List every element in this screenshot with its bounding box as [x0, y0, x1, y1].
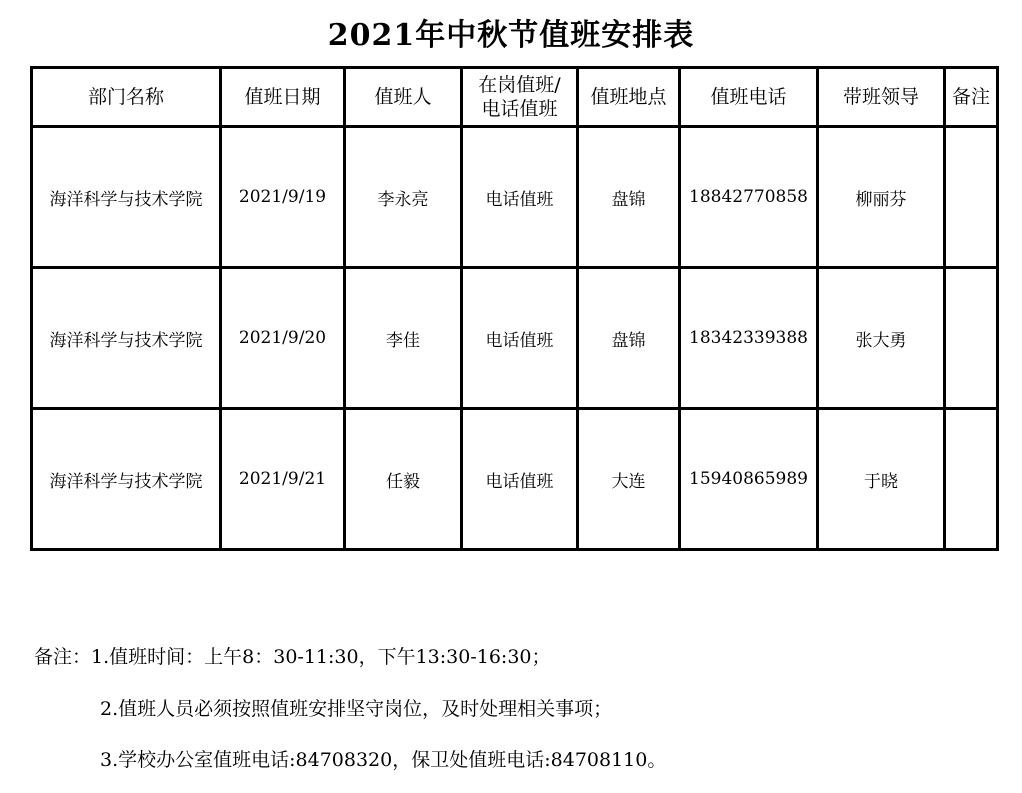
notes-label: 备注： [34, 646, 92, 668]
note-line-1 [34, 642, 551, 669]
header-person: 值班人 [345, 68, 462, 127]
cell-department: 海洋科学与技术学院 [32, 409, 221, 550]
table-header-row [32, 68, 998, 127]
note-text-1: 1.值班时间：上午8：30-11:30，下午13:30-16:30； [91, 646, 551, 668]
cell-person: 任毅 [345, 409, 462, 550]
cell-department: 海洋科学与技术学院 [32, 127, 221, 268]
cell-leader: 柳丽芬 [818, 127, 945, 268]
table-row [32, 127, 998, 268]
cell-phone: 18842770858 [680, 127, 818, 268]
table-row [32, 409, 998, 550]
header-location: 值班地点 [578, 68, 680, 127]
header-leader: 带班领导 [818, 68, 945, 127]
cell-person: 李佳 [345, 268, 462, 409]
cell-duty-type: 电话值班 [462, 268, 578, 409]
cell-date: 2021/9/21 [221, 409, 345, 550]
cell-duty-type: 电话值班 [462, 127, 578, 268]
note-line-2: 2.值班人员必须按照值班安排坚守岗位，及时处理相关事项； [100, 698, 613, 720]
cell-department: 海洋科学与技术学院 [32, 268, 221, 409]
page-title: 2021年中秋节值班安排表 [327, 18, 695, 53]
header-duty-type: 在岗值班/ 电话值班 [462, 68, 578, 127]
note-line-3: 3.学校办公室值班电话:84708320，保卫处值班电话:84708110。 [100, 749, 667, 771]
cell-phone: 15940865989 [680, 409, 818, 550]
cell-location: 盘锦 [578, 127, 680, 268]
header-phone: 值班电话 [680, 68, 818, 127]
cell-location: 大连 [578, 409, 680, 550]
cell-remarks [945, 127, 998, 268]
header-date: 值班日期 [221, 68, 345, 127]
cell-date: 2021/9/20 [221, 268, 345, 409]
cell-leader: 于晓 [818, 409, 945, 550]
cell-phone: 18342339388 [680, 268, 818, 409]
cell-location: 盘锦 [578, 268, 680, 409]
cell-leader: 张大勇 [818, 268, 945, 409]
header-remarks: 备注 [945, 68, 998, 127]
table-row [32, 268, 998, 409]
cell-person: 李永亮 [345, 127, 462, 268]
cell-duty-type: 电话值班 [462, 409, 578, 550]
header-department: 部门名称 [32, 68, 221, 127]
cell-remarks [945, 409, 998, 550]
cell-date: 2021/9/19 [221, 127, 345, 268]
cell-remarks [945, 268, 998, 409]
duty-schedule-table [30, 66, 999, 551]
